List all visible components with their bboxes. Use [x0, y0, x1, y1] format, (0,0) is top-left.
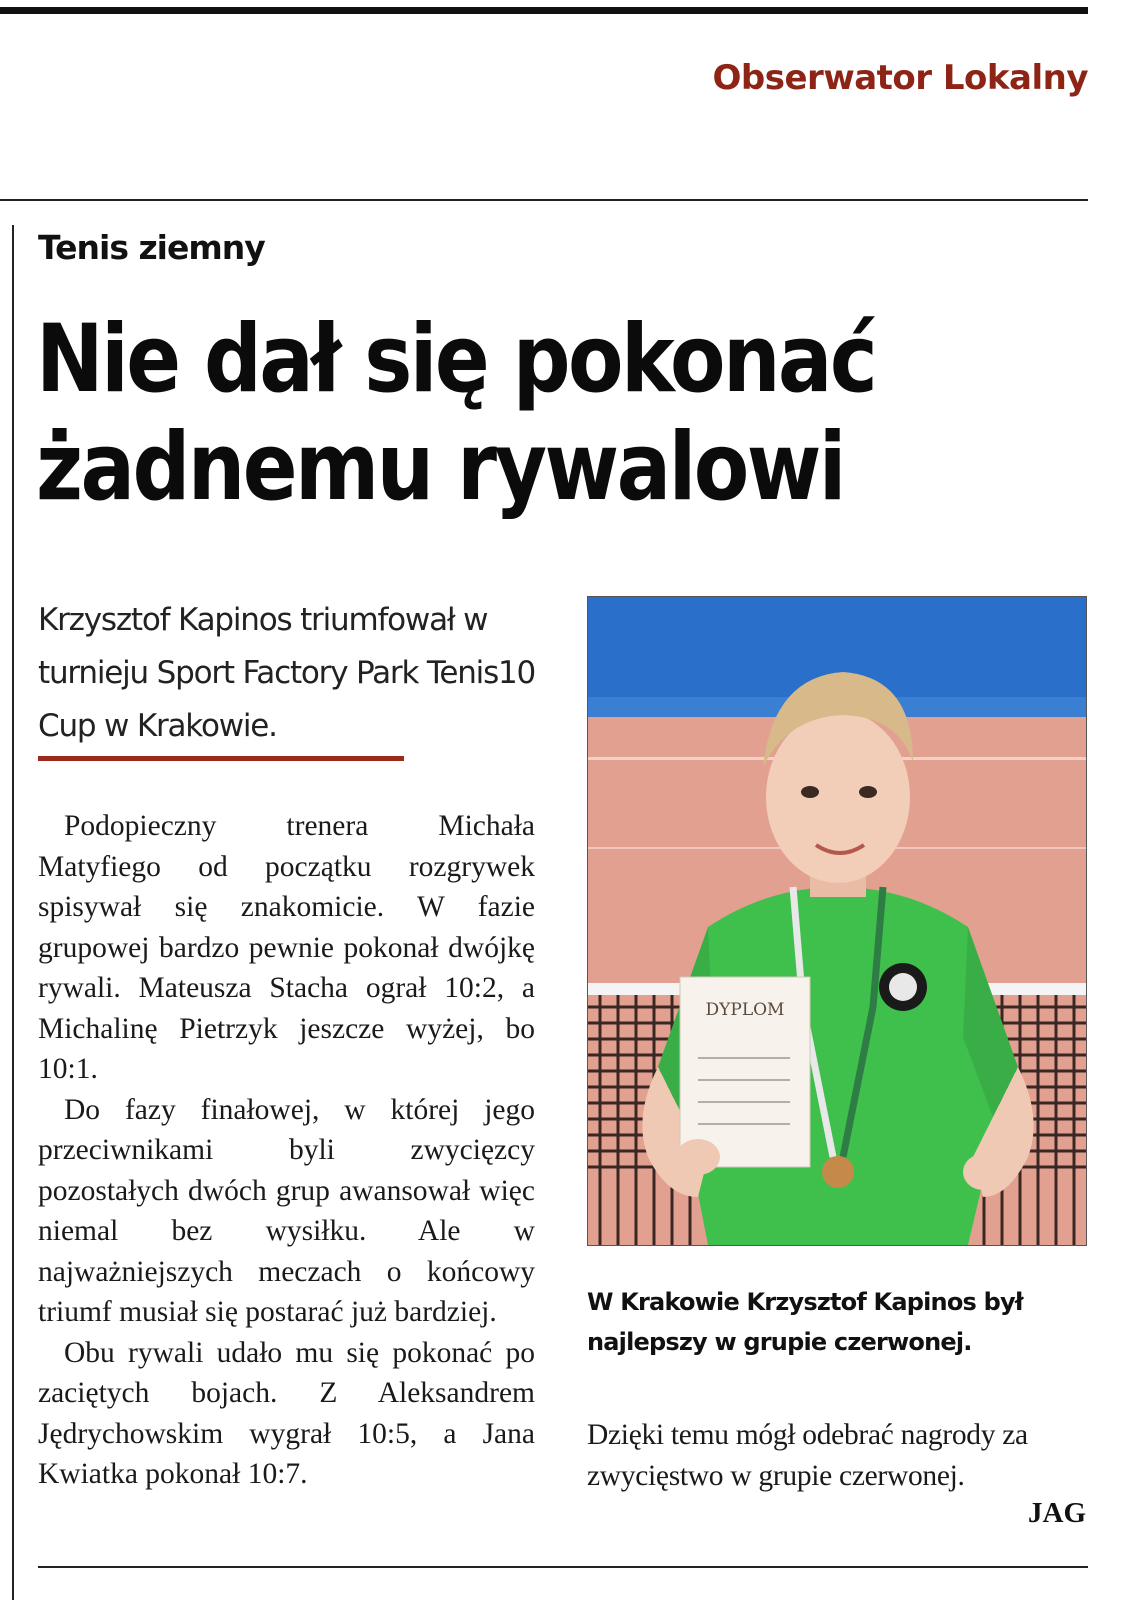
body-paragraph: Obu rywali udało mu się pokonać po zaciętych bojach. Z Aleksandrem Jędrychowskim wygrał 10:5, a Jana Kwiatka pokonał 10:7. — [38, 1336, 535, 1490]
lead-underline — [38, 756, 404, 761]
author-signature: JAG — [1028, 1497, 1086, 1529]
article-photo — [587, 596, 1087, 1246]
article-body — [38, 806, 535, 1495]
section-kicker: Tenis ziemny — [38, 228, 265, 267]
masthead-rule — [0, 199, 1088, 201]
diploma-title: DYPLOM — [705, 1000, 785, 1020]
body-paragraph: Podopieczny trenera Michała Matyfiego od początku rozgrywek spisywał się znakomicie. W fazie grupowej bardzo pewnie pokonał dwójkę rywali. Mateusza Stacha ograł 10:2, a Michalinę Pietrzyk jeszcze wyżej, bo 10:1. — [38, 810, 535, 1085]
column-rule — [12, 225, 14, 1600]
bottom-rule — [38, 1566, 1088, 1568]
top-rule — [0, 7, 1088, 14]
headline — [36, 306, 896, 522]
masthead: Obserwator Lokalny — [712, 58, 1088, 98]
closing-paragraph: Dzięki temu mógł odebrać nagrody za zwycięstwo w grupie czerwonej. — [587, 1419, 1028, 1492]
body-paragraph: Do fazy finałowej, w której jego przeciwnikami byli zwycięzcy pozostałych dwóch grup awansował więc niemal bez wysiłku. Ale w najważniejszych meczach o końcowy triumf musiał się postarać już bardziej. — [38, 1093, 535, 1328]
headline-line-1: Nie dał się pokonać — [36, 305, 876, 414]
lead-paragraph: Krzysztof Kapinos triumfował w turnieju Sport Factory Park Tenis10 Cup w Krakowie. — [38, 602, 536, 744]
headline-line-2: żadnemu rywalowi — [36, 413, 844, 522]
photo-caption: W Krakowie Krzysztof Kapinos był najlepszy w grupie czerwonej. — [587, 1288, 1023, 1356]
